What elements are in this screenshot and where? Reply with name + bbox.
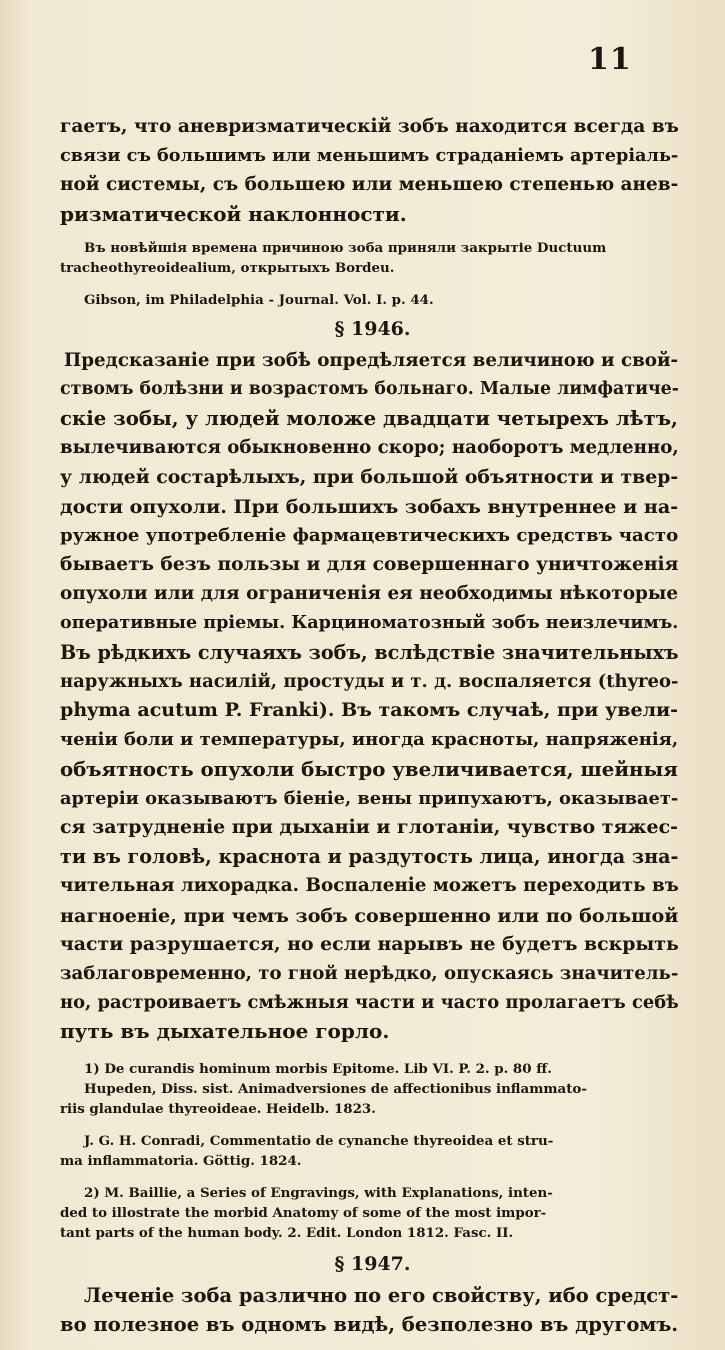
footnote-conradi: [60, 1131, 685, 1171]
text-line: гаетъ, что аневризматическій зобъ находится всегда въ: [60, 116, 679, 137]
intro-paragraph: [60, 112, 685, 229]
footnote-2: [60, 1183, 685, 1243]
text-line: объятность опухоли быстро увеличивается, шейныя: [60, 756, 678, 781]
text-line: дости опухоли. При большихъ зобахъ внутреннее и на-: [60, 494, 679, 518]
text-line: ной системы, съ большею или меньшею степенью анев-: [60, 174, 679, 196]
text-line: части разрушается, но если нарывъ не будетъ вскрыть: [60, 932, 679, 955]
text-line: tracheothyreoidealium, открытыхъ Bordeu.: [60, 259, 395, 276]
paragraph-1946: [60, 346, 685, 1047]
text-line: Въ рѣдкихъ случаяхъ зобъ, вслѣдствіе значительныхъ: [60, 640, 679, 664]
text-line: чительная лихорадка. Воспаленіе можетъ переходить въ: [60, 875, 679, 897]
text-line: заблаговременно, то гной нерѣдко, опускаясь значитель-: [60, 963, 679, 985]
text-line: бываетъ безъ пользы и для совершеннаго уничтоженія: [60, 553, 679, 576]
text-line: наружныхъ насилій, простуды и т. д. воспаляется (thyreo-: [60, 671, 679, 693]
section-heading-1947: § 1947.: [334, 1252, 411, 1275]
text-line: 1) De curandis hominum morbis Epitome. Lib VI. P. 2. p. 80 ff.: [84, 1060, 552, 1077]
text-line: Gibson, im Philadelphia - Journal. Vol. I. p. 44.: [84, 291, 434, 308]
text-line: Hupeden, Diss. sist. Animadversiones de affectionibus inflammato-: [84, 1080, 587, 1097]
text-line: вылечиваются обыкновенно скоро; наоборотъ медленно,: [60, 437, 679, 459]
text-line: опухоли или для ограниченія ея необходимы нѣкоторые: [60, 583, 679, 605]
text-line: tant parts of the human body. 2. Edit. London 1812. Fasc. II.: [60, 1224, 514, 1241]
text-line: во полезное въ одномъ видѣ, безполезно въ другомъ.: [60, 1312, 679, 1336]
text-line: ствомъ болѣзни и возрастомъ больнаго. Малые лимфатиче-: [60, 379, 679, 400]
text-line: ся затрудненіе при дыханіи и глотаніи, чувство тяжес-: [60, 816, 678, 839]
text-line: J. G. H. Conradi, Commentatio de cynanche thyreoidea et stru-: [84, 1132, 554, 1149]
paragraph-1947: [60, 1281, 685, 1339]
text-line: Въ новѣйшія времена причиною зоба приняли закрытіе Ductuum: [84, 239, 607, 256]
text-line: ченіи боли и температуры, иногда красноты, напряженія,: [60, 729, 679, 751]
text-line: ma inflammatoria. Göttig. 1824.: [60, 1152, 302, 1169]
text-line: phyma acutum P. Franki). Въ такомъ случаѣ, при увели-: [60, 699, 679, 722]
text-line: Предсказаніе при зобѣ опредѣляется величиною и свой-: [64, 349, 679, 371]
text-line: ded to illostrate the morbid Anatomy of some of the most impor-: [60, 1204, 547, 1221]
text-line: Леченіе зоба различно по его свойству, ибо средст-: [84, 1283, 679, 1307]
text-line: ружное употребленіе фармацевтическихъ средствъ часто: [60, 525, 679, 547]
text-line: riis glandulae thyreoideae. Heidelb. 1823.: [60, 1100, 376, 1117]
note-ductuum: [60, 238, 685, 278]
text-line: но, растроиваетъ смѣжныя части и часто пролагаетъ себѣ: [60, 992, 679, 1014]
text-line: путь въ дыхательное горло.: [60, 1019, 390, 1044]
text-line: у людей состарѣлыхъ, при большой объятности и твер-: [60, 465, 679, 488]
note-gibson: [60, 290, 685, 310]
page-number: 11: [588, 42, 632, 77]
text-line: артеріи оказываютъ біеніе, вены припухаютъ, оказывает-: [60, 787, 679, 809]
text-line: ризматической наклонности.: [60, 201, 407, 226]
section-heading-1946: § 1946.: [334, 317, 411, 340]
text-line: скіе зобы, у людей моложе двадцати четырехъ лѣтъ,: [60, 406, 678, 431]
footnote-1: [60, 1059, 685, 1119]
text-line: нагноеніе, при чемъ зобъ совершенно или по большой: [60, 903, 679, 927]
page-body: [60, 112, 685, 1339]
text-line: оперативные пріемы. Карциноматозный зобъ неизлечимъ.: [60, 612, 679, 633]
text-line: ти въ головѣ, краснота и раздутость лица, иногда зна-: [60, 845, 679, 869]
text-line: связи съ большимъ или меньшимъ страданіемъ артеріаль-: [60, 145, 679, 167]
text-line: 2) M. Baillie, a Series of Engravings, with Explanations, inten-: [84, 1184, 553, 1201]
